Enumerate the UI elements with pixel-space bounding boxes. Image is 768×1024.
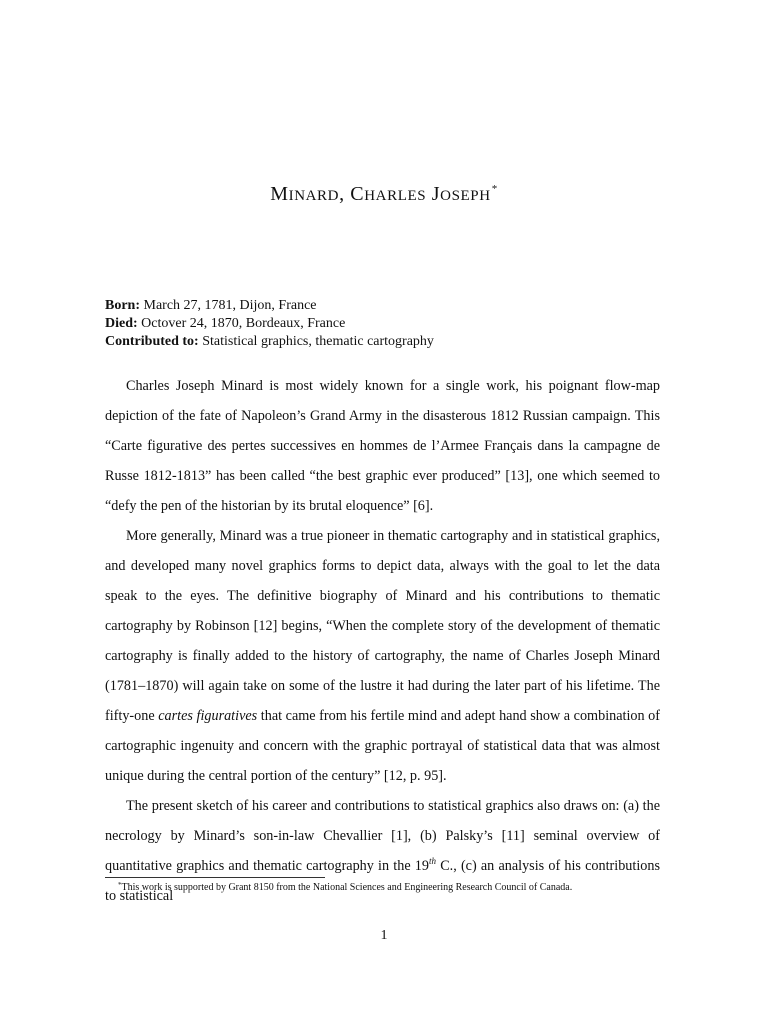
- title-cap-1: M: [270, 183, 289, 205]
- born-line: [105, 297, 434, 315]
- title-footnote-marker: *: [491, 183, 498, 195]
- paragraph-2-italic: cartes figuratives: [158, 708, 258, 724]
- died-line: [105, 315, 434, 333]
- born-value: March 27, 1781, Dijon, France: [143, 298, 317, 313]
- body-text: [105, 371, 660, 911]
- title-comma: ,: [339, 183, 351, 205]
- title-rest-2: HARLES: [364, 188, 427, 204]
- footnote: [118, 881, 572, 893]
- contributed-line: [105, 333, 434, 351]
- paragraph-2-text-a: More generally, Minard was a true pioneer in thematic cartography and in statistical graphics, and developed many novel graphics forms to depict data, always with the goal to let the data speak to the eyes. The definitive biography of Minard and his contributions to thematic cartography by Robinson [12] begins, “When the complete story of the development of thematic cartography is finally added to the history of cartography, the name of Charles Joseph Minard (1781–1870) will again take on some of the lustre it had during the later part of his lifetime. The fifty-one: [105, 528, 660, 724]
- paragraph-3: [105, 791, 660, 911]
- paragraph-2: [105, 521, 660, 791]
- paragraph-3-text-a: The present sketch of his career and contributions to statistical graphics also draws on: (a) the necrology by Minard’s son-in-law Chevallier [1], (b) Palsky’s [11] seminal overview of quantitative graphics and thematic cartography in the 19: [105, 798, 660, 874]
- born-label: Born:: [105, 298, 140, 313]
- died-value: Octover 24, 1870, Bordeaux, France: [141, 316, 346, 331]
- footnote-marker: *: [118, 881, 122, 889]
- title-rest-3: OSEPH: [440, 188, 491, 204]
- title-cap-2: C: [350, 183, 365, 205]
- died-label: Died:: [105, 316, 138, 331]
- title-cap-3: J: [426, 183, 441, 205]
- paragraph-1: Charles Joseph Minard is most widely known for a single work, his poignant flow-map depiction of the fate of Napoleon’s Grand Army in the disasterous 1812 Russian campaign. This “Carte figurative des pertes successives en hommes de l’Armee Français dans la campagne de Russe 1812-1813” has been called “the best graphic ever produced” [13], one which seemed to “defy the pen of the historian by its brutal eloquence” [6].: [105, 378, 660, 514]
- footnote-text: This work is supported by Grant 8150 from the National Sciences and Engineering Research Council of Canada.: [121, 882, 573, 893]
- contributed-label: Contributed to:: [105, 334, 199, 349]
- page-title: [0, 183, 768, 206]
- paragraph-3-text-b: C., (c) an analysis of his contributions to statistical: [105, 858, 660, 904]
- title-rest-1: INARD: [288, 188, 340, 204]
- biography-meta: [105, 297, 434, 351]
- page-number: 1: [380, 928, 388, 943]
- paragraph-2-text-b: that came from his fertile mind and adept hand show a combination of cartographic ingenuity and concern with the graphic portrayal of statistical data that was almost unique during the central portion of the century” [12, p. 95].: [105, 708, 661, 784]
- paragraph-3-superscript: th: [429, 856, 437, 866]
- footnote-divider: [105, 877, 325, 878]
- contributed-value: Statistical graphics, thematic cartography: [202, 334, 434, 349]
